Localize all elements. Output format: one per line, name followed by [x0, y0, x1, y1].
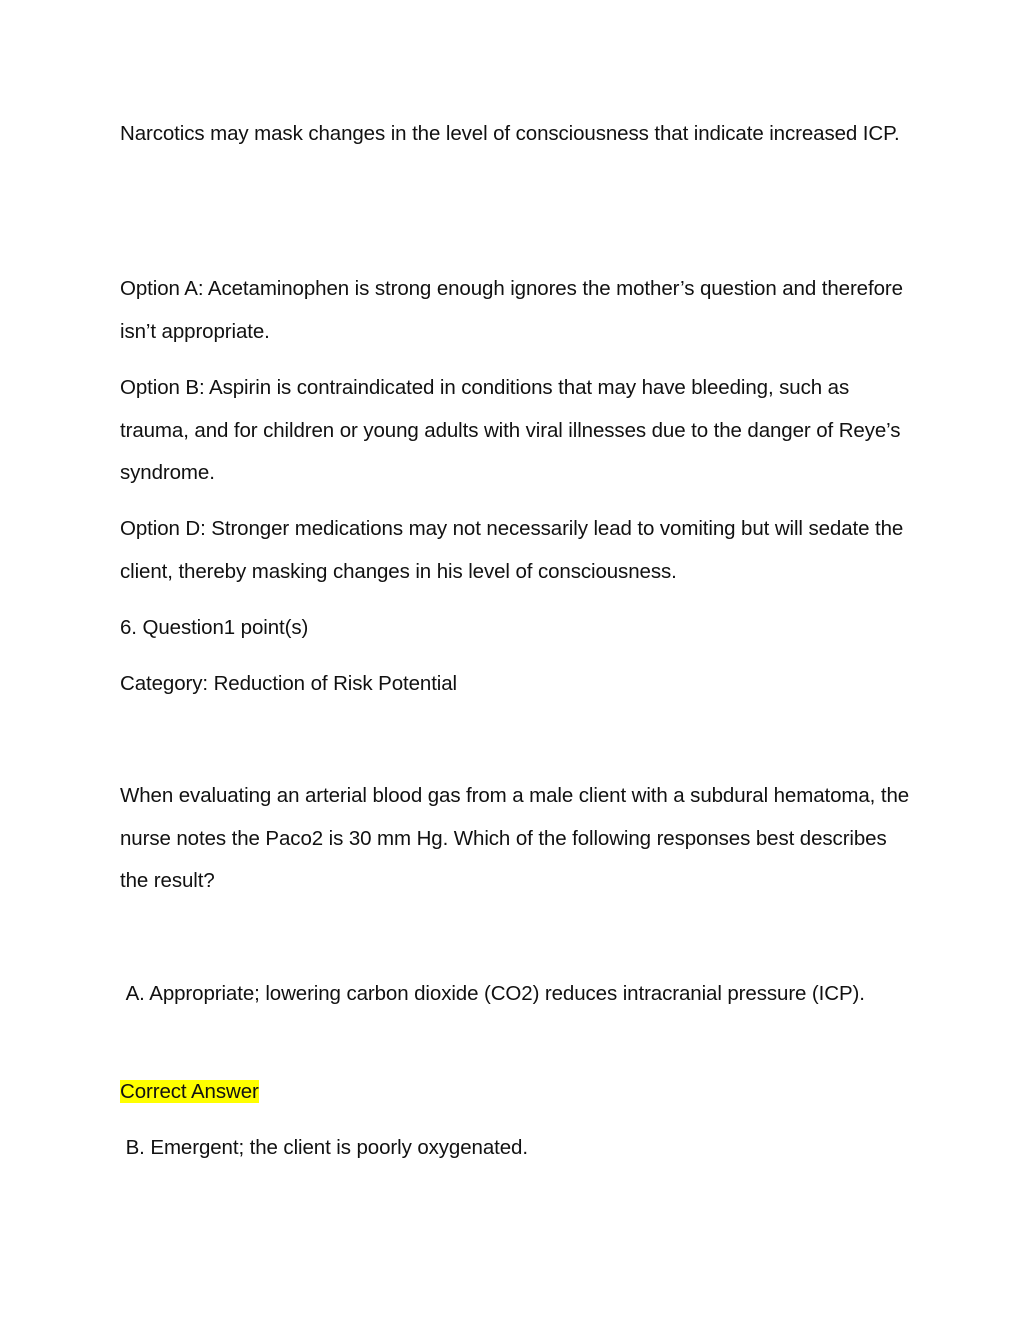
question-category: Category: Reduction of Risk Potential	[120, 672, 458, 695]
question-text: When evaluating an arterial blood gas from a male client with a subdural hematoma, the nurse notes the Paco2 is 30 mm Hg. Which of the following responses best describes the result?	[120, 784, 910, 892]
narcotics-paragraph: Narcotics may mask changes in the level of consciousness that indicate increased ICP.	[120, 122, 900, 145]
answer-option-a: A. Appropriate; lowering carbon dioxide (CO2) reduces intracranial pressure (ICP).	[120, 982, 865, 1005]
question-header: 6. Question1 point(s)	[120, 616, 309, 639]
correct-answer-row	[120, 1071, 910, 1114]
option-a-explanation: Option A: Acetaminophen is strong enough ignores the mother’s question and therefore isn’t appropriate.	[120, 277, 903, 343]
answer-option-b: B. Emergent; the client is poorly oxygenated.	[120, 1136, 528, 1159]
option-b-explanation: Option B: Aspirin is contraindicated in conditions that may have bleeding, such as trauma, and for children or young adults with viral illnesses due to the danger of Reye’s syndrome.	[120, 376, 901, 484]
option-d-explanation: Option D: Stronger medications may not necessarily lead to vomiting but will sedate the client, thereby masking changes in his level of consciousness.	[120, 517, 904, 583]
correct-answer-highlight: Correct Answer	[120, 1080, 259, 1103]
